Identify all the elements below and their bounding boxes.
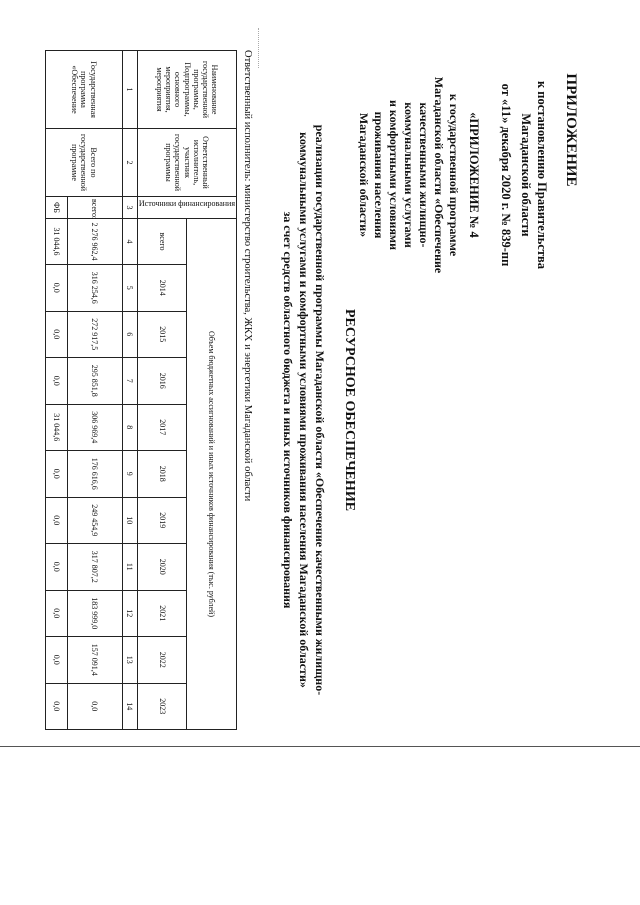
decree-line-3: от «11» декабря 2020 г. № 839-пп (499, 83, 513, 267)
row-source: всего: (67, 197, 122, 219)
row-total: 2 276 962,4 (67, 219, 122, 265)
row-value: 316 254,6 (67, 265, 122, 312)
column-number: 14 (122, 683, 137, 730)
row-value: 317 807,2 (67, 544, 122, 591)
row-value: 0,0 (45, 358, 67, 405)
header-year: 2019 (137, 497, 187, 544)
header-year: 2023 (137, 683, 187, 730)
row-value: 0,0 (45, 544, 67, 591)
row-value: 0,0 (45, 265, 67, 312)
row-value: 272 917,5 (67, 311, 122, 358)
column-number: 2 (122, 129, 137, 197)
header-program-name: Наименование государственной программы, Подпрограммы, основного мероприятия, мероприятия (137, 51, 236, 129)
header-year: 2021 (137, 590, 187, 637)
annex-line: проживания населения (372, 111, 386, 239)
column-number: 11 (122, 544, 137, 591)
annex-line: Магаданской области «Обеспечение (432, 76, 446, 274)
header-year: 2016 (137, 358, 187, 405)
document-title: РЕСУРСНОЕ ОБЕСПЕЧЕНИЕ (342, 308, 357, 512)
header-executor: Ответственный исполнитель, участник государственной программы (137, 129, 236, 197)
appendix-heading: ПРИЛОЖЕНИЕ (563, 73, 579, 187)
responsible-executor: Ответственный исполнитель: министерство строительства, ЖКХ и энергетики Магаданской области (242, 50, 253, 502)
row-value: 0,0 (45, 637, 67, 684)
row-value: 0,0 (45, 311, 67, 358)
header-year: 2020 (137, 544, 187, 591)
annex-line: Магаданской области» (357, 112, 371, 238)
row-value: 0,0 (67, 683, 122, 730)
row-value: 306 969,4 (67, 404, 122, 451)
title-line: коммунальными услугами и комфортными условиями проживания населения Магаданской области» (297, 132, 311, 688)
row-value: 31 044,6 (45, 404, 67, 451)
table-header-row (187, 51, 237, 730)
column-number: 13 (122, 637, 137, 684)
header-year: 2022 (137, 637, 187, 684)
column-number: 10 (122, 497, 137, 544)
header-source-cell (137, 197, 236, 219)
row-value: 0,0 (45, 683, 67, 730)
row-program-name: Государственная программа «Обеспечение (45, 51, 122, 129)
header-year: 2015 (137, 311, 187, 358)
column-number: 8 (122, 404, 137, 451)
row-value: 0,0 (45, 451, 67, 498)
row-value: 183 999,0 (67, 590, 122, 637)
header-total: всего (137, 219, 187, 265)
column-number: 7 (122, 358, 137, 405)
row-total: 31 044,6 (45, 219, 67, 265)
column-number: 5 (122, 265, 137, 312)
decree-line-1: к постановлению Правительства (535, 80, 549, 270)
row-value: 176 616,6 (67, 451, 122, 498)
row-value: 249 454,9 (67, 497, 122, 544)
header-volume: Объем бюджетных ассигнований и иных источников финансирования (тыс. рублей) (187, 219, 237, 730)
row-source: ФБ (45, 197, 67, 219)
column-number: 4 (122, 219, 137, 265)
rotated-document-page (25, 50, 585, 770)
header-source: Источники финансирования (138, 199, 235, 208)
annex-line: качественными жилищно- (417, 102, 431, 248)
column-number: 6 (122, 311, 137, 358)
title-line: реализации государственной программы Магаданской области «Обеспечение качественными жилищно- (313, 124, 327, 696)
header-year: 2018 (137, 451, 187, 498)
annex-line: и комфортными условиями (387, 99, 401, 251)
annex-line: к государственной программе (447, 93, 461, 257)
annex-title: «ПРИЛОЖЕНИЕ № 4 (467, 112, 481, 238)
row-value: 157 091,4 (67, 637, 122, 684)
annex-line: коммунальными услугами (402, 102, 416, 248)
table-row (67, 51, 122, 730)
header-year: 2017 (137, 404, 187, 451)
column-number: 9 (122, 451, 137, 498)
resource-table (45, 50, 237, 730)
row-value: 0,0 (45, 590, 67, 637)
column-number: 1 (122, 51, 137, 129)
row-executor: Всего по государственной программе (45, 129, 122, 197)
row-value: 295 851,8 (67, 358, 122, 405)
column-number: 12 (122, 590, 137, 637)
column-number: 3 (122, 197, 137, 219)
title-line: за счет средств областного бюджета и иных источников финансирования (281, 211, 295, 609)
row-value: 0,0 (45, 497, 67, 544)
header-year: 2014 (137, 265, 187, 312)
column-number-row (122, 51, 137, 730)
decree-line-2: Магаданской области (519, 113, 533, 237)
